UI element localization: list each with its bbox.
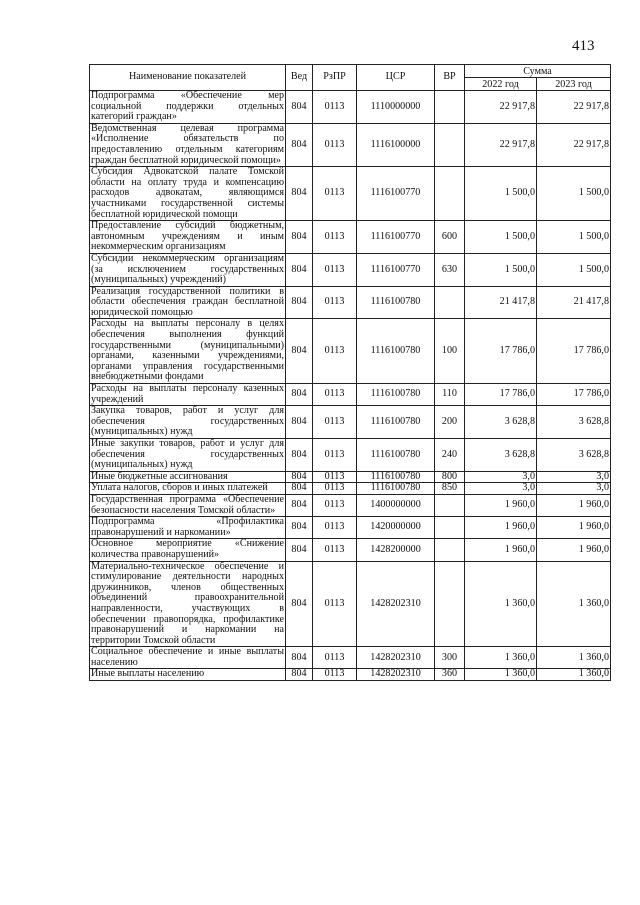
row-csr-cell: 1116100780	[357, 286, 435, 319]
row-sum-2023-cell: 1 360,0	[537, 561, 611, 647]
row-rzpr-cell: 0113	[313, 439, 357, 472]
row-rzpr-cell: 0113	[313, 286, 357, 319]
table-row	[90, 439, 611, 472]
row-name-cell: Государственная программа «Обеспечение безопасности населения Томской области»	[91, 493, 284, 516]
row-sum-2022-cell: 3,0	[465, 483, 537, 495]
row-sum-2023-cell: 1 960,0	[537, 494, 611, 516]
row-sum-2022-cell: 1 500,0	[465, 167, 537, 221]
row-rzpr-cell: 0113	[313, 221, 357, 254]
budget-table	[89, 64, 611, 681]
row-vr-cell: 800	[435, 471, 465, 483]
row-ved-cell: 804	[286, 253, 313, 286]
row-csr-cell: 1116100770	[357, 221, 435, 254]
row-sum-2023-cell: 1 500,0	[537, 167, 611, 221]
row-csr-cell: 1428202310	[357, 669, 435, 681]
row-sum-2023-cell: 1 960,0	[537, 539, 611, 561]
page-number: 413	[572, 38, 595, 54]
table-row	[90, 517, 611, 539]
row-vr-cell	[435, 286, 465, 319]
row-ved-cell: 804	[286, 483, 313, 495]
row-vr-cell	[435, 167, 465, 221]
row-sum-2022-cell: 1 500,0	[465, 221, 537, 254]
row-sum-2023-cell: 21 417,8	[537, 286, 611, 319]
row-vr-cell: 850	[435, 483, 465, 495]
table-header	[90, 65, 611, 91]
row-ved-cell: 804	[286, 123, 313, 166]
row-sum-2023-cell: 3,0	[537, 471, 611, 483]
row-vr-cell: 600	[435, 221, 465, 254]
row-sum-2023-cell: 1 500,0	[537, 253, 611, 286]
table-row	[90, 483, 611, 495]
row-name-cell: Реализация государственной политики в области обеспечения граждан бесплатной юридической помощью	[91, 285, 284, 318]
row-csr-cell: 1428202310	[357, 647, 435, 669]
row-vr-cell	[435, 91, 465, 124]
row-sum-2023-cell: 3,0	[537, 483, 611, 495]
row-rzpr-cell: 0113	[313, 406, 357, 439]
header-vr: ВР	[435, 65, 465, 91]
row-rzpr-cell: 0113	[313, 123, 357, 166]
row-sum-2023-cell: 17 786,0	[537, 384, 611, 406]
row-vr-cell	[435, 517, 465, 539]
row-rzpr-cell: 0113	[313, 91, 357, 124]
row-csr-cell: 1428202310	[357, 561, 435, 647]
row-ved-cell: 804	[286, 494, 313, 516]
row-rzpr-cell: 0113	[313, 384, 357, 406]
row-vr-cell: 630	[435, 253, 465, 286]
row-ved-cell: 804	[286, 221, 313, 254]
row-sum-2022-cell: 1 360,0	[465, 561, 537, 647]
row-vr-cell	[435, 539, 465, 561]
row-sum-2022-cell: 1 360,0	[465, 669, 537, 681]
row-ved-cell: 804	[286, 319, 313, 384]
header-ved: Вед	[286, 65, 313, 91]
row-csr-cell: 1116100780	[357, 483, 435, 495]
row-vr-cell: 200	[435, 406, 465, 439]
row-vr-cell	[435, 494, 465, 516]
row-name-cell: Предоставление субсидий бюджетным, автономным учреждениям и иным некоммерческим организациям	[91, 220, 284, 253]
row-vr-cell: 300	[435, 647, 465, 669]
row-ved-cell: 804	[286, 647, 313, 669]
row-ved-cell: 804	[286, 91, 313, 124]
row-sum-2023-cell: 22 917,8	[537, 123, 611, 166]
row-ved-cell: 804	[286, 669, 313, 681]
row-rzpr-cell: 0113	[313, 561, 357, 647]
row-name-cell: Иные бюджетные ассигнования	[90, 471, 286, 483]
row-sum-2023-cell: 22 917,8	[537, 91, 611, 124]
row-rzpr-cell: 0113	[313, 517, 357, 539]
table-row	[90, 471, 611, 483]
row-sum-2022-cell: 1 360,0	[465, 647, 537, 669]
table-row	[90, 221, 611, 254]
row-sum-2023-cell: 3 628,8	[537, 439, 611, 472]
row-ved-cell: 804	[286, 517, 313, 539]
row-csr-cell: 1428200000	[357, 539, 435, 561]
row-csr-cell: 1116100770	[357, 253, 435, 286]
row-sum-2023-cell: 1 960,0	[537, 517, 611, 539]
row-sum-2023-cell: 3 628,8	[537, 406, 611, 439]
row-csr-cell: 1116100780	[357, 471, 435, 483]
row-csr-cell: 1116100780	[357, 384, 435, 406]
row-csr-cell: 1116100770	[357, 167, 435, 221]
row-ved-cell: 804	[286, 439, 313, 472]
table-row	[90, 319, 611, 384]
table-row	[90, 539, 611, 561]
header-year-2023: 2023 год	[537, 78, 611, 91]
row-vr-cell: 360	[435, 669, 465, 681]
table-body	[90, 91, 611, 681]
row-sum-2022-cell: 3 628,8	[465, 406, 537, 439]
row-csr-cell: 1116100780	[357, 439, 435, 472]
row-rzpr-cell: 0113	[313, 167, 357, 221]
row-rzpr-cell: 0113	[313, 253, 357, 286]
row-vr-cell: 100	[435, 319, 465, 384]
row-name-cell: Уплата налогов, сборов и иных платежей	[90, 483, 286, 495]
row-csr-cell: 1116100780	[357, 319, 435, 384]
row-csr-cell: 1110000000	[357, 91, 435, 124]
header-rzpr: РзПР	[313, 65, 357, 91]
table-row	[90, 286, 611, 319]
row-csr-cell: 1116100780	[357, 406, 435, 439]
row-ved-cell: 804	[286, 167, 313, 221]
table-row	[90, 123, 611, 166]
row-sum-2022-cell: 21 417,8	[465, 286, 537, 319]
row-name-cell: Социальное обеспечение и иные выплаты населению	[91, 646, 284, 668]
row-sum-2022-cell: 22 917,8	[465, 91, 537, 124]
row-csr-cell: 1420000000	[357, 517, 435, 539]
row-rzpr-cell: 0113	[313, 669, 357, 681]
row-vr-cell	[435, 561, 465, 647]
row-name-cell: Подпрограмма «Обеспечение мер социальной поддержки отдельных категорий граждан»	[91, 90, 284, 123]
row-rzpr-cell: 0113	[313, 471, 357, 483]
row-csr-cell: 1116100000	[357, 123, 435, 166]
row-rzpr-cell: 0113	[313, 647, 357, 669]
table-row	[90, 406, 611, 439]
row-ved-cell: 804	[286, 471, 313, 483]
row-csr-cell: 1400000000	[357, 494, 435, 516]
row-name-cell: Закупка товаров, работ и услуг для обеспечения государственных (муниципальных) нужд	[91, 405, 284, 438]
row-sum-2022-cell: 17 786,0	[465, 319, 537, 384]
row-name-cell: Расходы на выплаты персоналу в целях обеспечения выполнения функций государственными (муниципальными) органами, казенными учреждениями, органами управления государственными внебюджетными фондами	[91, 318, 284, 383]
table-row	[90, 494, 611, 516]
header-name: Наименование показателей	[90, 65, 286, 91]
row-name-cell: Иные выплаты населению	[90, 669, 286, 681]
row-name-cell: Подпрограмма «Профилактика правонарушений и наркомании»	[91, 516, 284, 538]
row-sum-2022-cell: 1 960,0	[465, 494, 537, 516]
table-row	[90, 91, 611, 124]
row-sum-2023-cell: 1 500,0	[537, 221, 611, 254]
table-row	[90, 384, 611, 406]
row-rzpr-cell: 0113	[313, 483, 357, 495]
row-sum-2022-cell: 3,0	[465, 471, 537, 483]
header-year-2022: 2022 год	[465, 78, 537, 91]
row-sum-2022-cell: 17 786,0	[465, 384, 537, 406]
row-sum-2022-cell: 1 960,0	[465, 539, 537, 561]
header-csr: ЦСР	[357, 65, 435, 91]
row-sum-2023-cell: 17 786,0	[537, 319, 611, 384]
row-name-cell: Материально-техническое обеспечение и стимулирование деятельности народных дружинников, членов общественных объединений правоохранительной направленности, участвующих в обеспечении правопорядка, профилактике правонарушений и наркомании на территории Томской области	[91, 560, 284, 646]
row-sum-2023-cell: 1 360,0	[537, 669, 611, 681]
row-ved-cell: 804	[286, 539, 313, 561]
row-name-cell: Субсидии некоммерческим организациям (за исключением государственных (муниципальных) учреждений)	[91, 252, 284, 286]
row-rzpr-cell: 0113	[313, 319, 357, 384]
row-sum-2022-cell: 1 960,0	[465, 517, 537, 539]
row-rzpr-cell: 0113	[313, 494, 357, 516]
header-sum: Сумма	[465, 65, 611, 78]
row-name-cell: Иные закупки товаров, работ и услуг для обеспечения государственных (муниципальных) нужд	[91, 438, 284, 471]
row-sum-2022-cell: 1 500,0	[465, 253, 537, 286]
row-ved-cell: 804	[286, 384, 313, 406]
row-vr-cell: 110	[435, 384, 465, 406]
table-row	[90, 669, 611, 681]
row-sum-2023-cell: 1 360,0	[537, 647, 611, 669]
table-row	[90, 647, 611, 669]
row-name-cell: Расходы на выплаты персоналу казенных учреждений	[91, 383, 284, 405]
row-rzpr-cell: 0113	[313, 539, 357, 561]
row-sum-2022-cell: 22 917,8	[465, 123, 537, 166]
row-vr-cell	[435, 123, 465, 166]
row-name-cell: Ведомственная целевая программа «Исполнение обязательств по предоставлению отдельным категориям граждан бесплатной юридической помощи»	[91, 122, 284, 166]
row-vr-cell: 240	[435, 439, 465, 472]
table-row	[90, 561, 611, 647]
row-name-cell: Основное мероприятие «Снижение количества правонарушений»	[91, 538, 284, 560]
table-row	[90, 167, 611, 221]
row-sum-2022-cell: 3 628,8	[465, 439, 537, 472]
row-ved-cell: 804	[286, 406, 313, 439]
row-ved-cell: 804	[286, 561, 313, 647]
table-row	[90, 253, 611, 286]
row-ved-cell: 804	[286, 286, 313, 319]
row-name-cell: Субсидия Адвокатской палате Томской области на оплату труда и компенсацию расходов адвокатам, являющимся участниками государственной системы бесплатной юридической помощи	[91, 166, 284, 220]
